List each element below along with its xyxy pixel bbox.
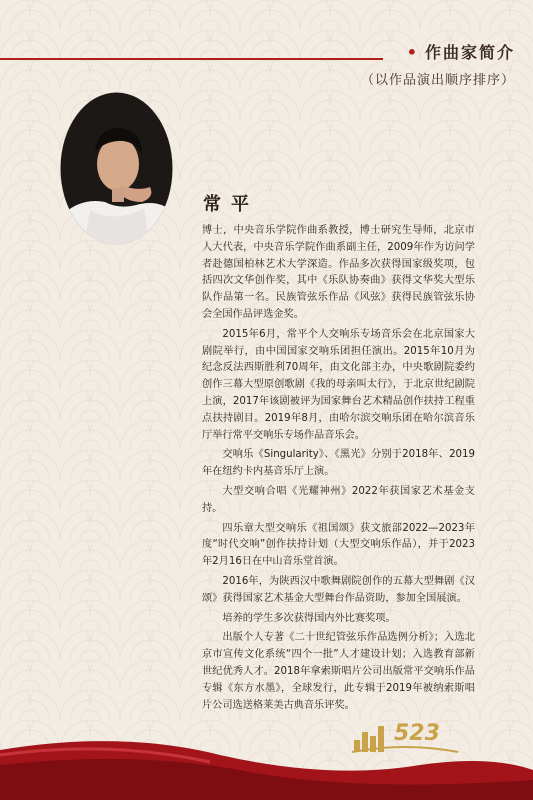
composer-biography [202, 223, 475, 717]
bio-paragraph: 出版个人专著《二十世纪管弦乐作品选例分析》；入选北京市宣传文化系统“四个一批”人才建设计划；入选教育部新世纪优秀人才。2018年拿索斯唱片公司出版常平交响乐作品专辑《东方水墨》，全球发行，此专辑于2019年被纳索斯唱片公司选送格莱美古典音乐评奖。 [202, 632, 475, 711]
bio-paragraph: 大型交响合唱《光耀神州》2022年获国家艺术基金支持。 [202, 485, 475, 514]
section-header [361, 40, 515, 88]
badge-text: 523 [394, 721, 440, 746]
section-title: • 作曲家简介 [406, 43, 515, 62]
bio-paragraph: 四乐章大型交响乐《祖国颂》获文旅部2022—2023年度“时代交响”创作扶持计划（大型交响乐作品），并于2023年2月16日在中山音乐堂首演。 [202, 522, 475, 568]
bio-paragraph: 交响乐《Singularity》、《黑光》分别于2018年、2019年在纽约卡内基音乐厅上演。 [202, 449, 475, 478]
header-rule [0, 58, 383, 60]
anniversary-emblem [350, 712, 460, 757]
portrait-photo [60, 92, 173, 245]
section-subtitle: （以作品演出顺序排序） [360, 73, 515, 88]
bullet-dot-icon: • [406, 43, 419, 62]
bio-paragraph: 博士，中央音乐学院作曲系教授，博士研究生导师，北京市人大代表，中央音乐学院作曲系副主任，2009年作为访问学者赴德国柏林艺术大学深造。作品多次获得国家级奖项，包括四次文华创作奖，其中《乐队协奏曲》获得文华奖大型乐队作品第一名。民族管弦乐作品《风弦》获得民族管弦乐协会全国作品评选金奖。 [202, 225, 475, 320]
composer-name: 常平 [203, 194, 259, 215]
bio-paragraph: 2015年6月，常平个人交响乐专场音乐会在北京国家大剧院举行，由中国国家交响乐团担任演出。2015年10月为纪念反法西斯胜利70周年，由文化部主办，中央歌剧院委约创作三幕大型原创歌剧《我的母亲叫太行》，于北京世纪剧院上演，2017年该剧被评为国家舞台艺术精品创作扶持工程重点扶持剧目。2019年8月，由哈尔滨交响乐团在哈尔滨音乐厅举行常平交响乐专场作品音乐会。 [202, 328, 475, 441]
bio-paragraph: 培养的学生多次获得国内外比赛奖项。 [222, 612, 396, 624]
bio-paragraph: 2016年，为陕西汉中歌舞剧院创作的五幕大型舞剧《汉颂》获得国家艺术基金大型舞台作品资助，参加全国展演。 [202, 575, 475, 604]
